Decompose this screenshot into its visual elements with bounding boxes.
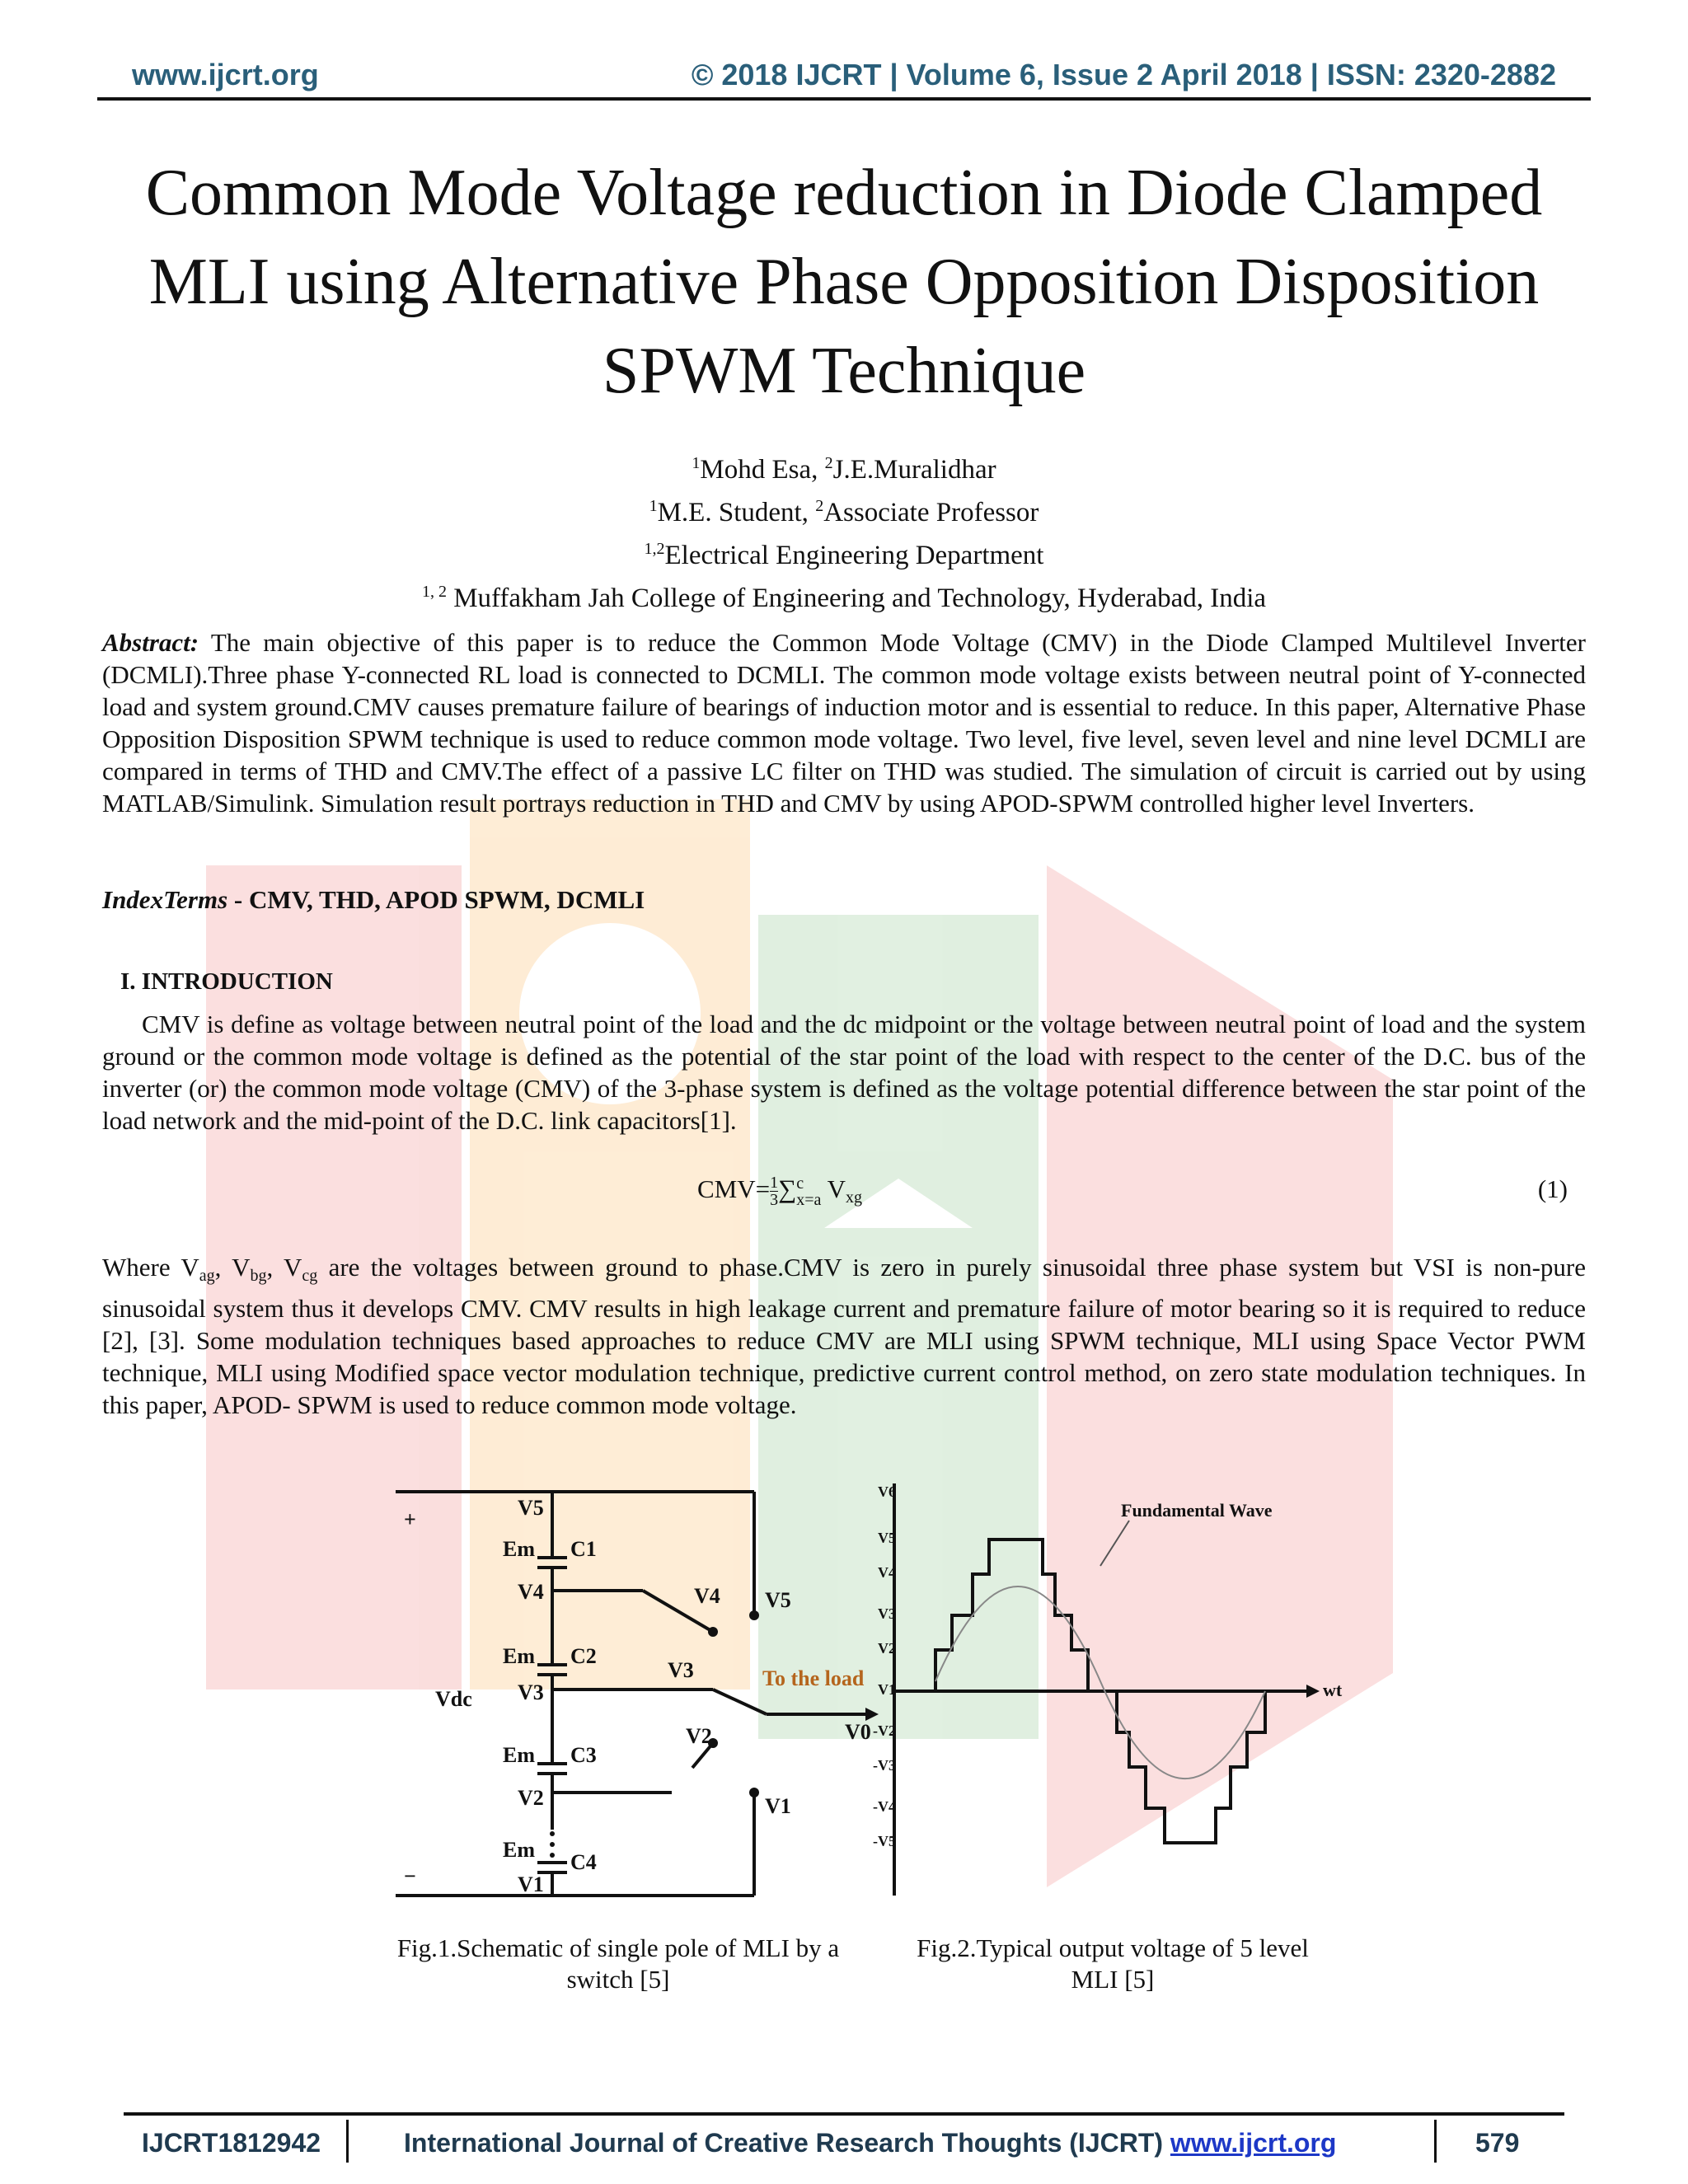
svg-text:V1: V1 — [518, 1872, 544, 1896]
author-names: $^1$Mohd Esa, $^2$J.E.Muralidhar — [692, 454, 996, 485]
page-header — [97, 58, 1591, 99]
section-heading-introduction: I. INTRODUCTION — [120, 968, 333, 995]
svg-text:V1: V1 — [765, 1794, 791, 1818]
intro-paragraph: CMV is define as voltage between neutral point of the load and the dc midpoint or the voltage between neutral point of load and the system ground or the common mode voltage is defined as the potential of the star point of the load with respect to the center of the D.C. bus of the inverter (or) the common mode voltage (CMV) of the 3-phase system is defined as the voltage potential difference between the star point of the load network and the mid-point of the D.C. link capacitors[1]. — [102, 1010, 1586, 1135]
svg-text:Em: Em — [503, 1644, 535, 1668]
author-roles: $^1$M.E. Student, $^2$Associate Professor — [649, 497, 1039, 527]
figure-1-caption: Fig.1.Schematic of single pole of MLI by a switch [5] — [396, 1933, 840, 1994]
to-the-load-label: To the load — [762, 1666, 865, 1690]
svg-text:Em: Em — [503, 1537, 535, 1561]
abstract — [102, 626, 1586, 819]
svg-text:Em: Em — [503, 1838, 535, 1862]
footer-paper-id: IJCRT1812942 — [142, 2128, 321, 2158]
plus-sign: + — [404, 1507, 416, 1531]
author-department: $^{1,2}$Electrical Engineering Department — [644, 540, 1044, 570]
svg-text:-V5: -V5 — [873, 1833, 896, 1849]
svg-text:C4: C4 — [570, 1850, 597, 1874]
page-footer — [124, 2120, 1564, 2163]
svg-text:V3: V3 — [518, 1680, 544, 1704]
svg-text:wt: wt — [1323, 1680, 1343, 1700]
svg-text:V4: V4 — [878, 1564, 896, 1581]
svg-text:V3: V3 — [668, 1658, 694, 1682]
svg-text:Em: Em — [503, 1743, 535, 1767]
where-paragraph: Where $V_{ag}$, $V_{bg}$, $V_{cg}$ are the voltages between ground to phase.CMV is zero in purely sinusoidal three phase system but VSI is non-pure sinusoidal system thus it develops CMV. CMV results in high leakage current and premature failure of motor bearing so it is required to reduce [2], [3]. Some modulation techniques based approaches to reduce CMV are MLI using SPWM technique, MLI using Space Vector PWM technique, MLI using Modified space vector modulation technique, predictive current control method, on zero state modulation techniques. In this paper, APOD- SPWM is used to reduce common mode voltage. — [102, 1253, 1586, 1419]
svg-text:-V4: -V4 — [873, 1798, 896, 1815]
abstract-text: The main objective of this paper is to reduce the Common Mode Voltage (CMV) in the Diode Clamped Multilevel Inverter (DCMLI).Three phase Y-connected RL load is connected to DCMLI. The common mode voltage exists between neutral point of Y-connected load and system ground.CMV causes premature failure of bearings of induction motor and is essential to reduce. In this paper, Alternative Phase Opposition Disposition SPWM technique is used to reduce common mode voltage. Two level, five level, seven level and nine level DCMLI are compared in terms of THD and CMV.The effect of a passive LC filter on THD was studied. The simulation of circuit is carried out by using MATLAB/Simulink. Simulation result portrays reduction in THD and CMV by using APOD-SPWM controlled higher level Inverters. — [102, 628, 1586, 818]
svg-text:V0: V0 — [845, 1720, 871, 1744]
svg-text:V2: V2 — [878, 1640, 896, 1657]
svg-text:-V2: -V2 — [873, 1722, 896, 1739]
svg-text:V2: V2 — [518, 1786, 544, 1810]
index-terms-text: - CMV, THD, APOD SPWM, DCMLI — [227, 885, 645, 914]
vdc-label: Vdc — [435, 1687, 472, 1711]
figure-2-waveform — [873, 1475, 1343, 1904]
svg-text:-V3: -V3 — [873, 1757, 896, 1774]
minus-sign: − — [404, 1864, 416, 1888]
index-terms — [102, 883, 1586, 916]
footer-rule — [124, 2112, 1564, 2116]
svg-text:V5: V5 — [518, 1496, 544, 1520]
footer-divider — [1434, 2120, 1437, 2163]
header-rule — [97, 97, 1591, 101]
svg-text:C2: C2 — [570, 1644, 597, 1668]
svg-text:V4: V4 — [518, 1580, 544, 1604]
svg-text:C1: C1 — [570, 1537, 597, 1561]
footer-journal: International Journal of Creative Research Thoughts (IJCRT) www.ijcrt.org — [404, 2128, 1337, 2158]
author-block — [0, 445, 1688, 616]
equation-body: CMV= $\frac{1}{3}$ ∑ c x=a $V_{xg}$ — [697, 1174, 862, 1210]
header-site[interactable]: www.ijcrt.org — [132, 58, 319, 91]
equation-1 — [0, 1174, 1688, 1216]
svg-text:C3: C3 — [570, 1743, 597, 1767]
figure-1-schematic — [379, 1467, 890, 1912]
author-institution: $^{1, 2}$ Muffakham Jah College of Engineering and Technology, Hyderabad, India — [421, 583, 1267, 613]
equation-number: (1) — [1537, 1174, 1568, 1203]
figure-2-caption: Fig.2.Typical output voltage of 5 level MLI [5] — [917, 1933, 1309, 1994]
footer-link[interactable]: www.ijcrt.org — [1170, 2128, 1337, 2158]
index-terms-label: IndexTerms — [102, 885, 228, 914]
svg-text:V6: V6 — [878, 1483, 896, 1500]
header-issue: © 2018 IJCRT | Volume 6, Issue 2 April 2018 | ISSN: 2320-2882 — [691, 58, 1556, 91]
paper-title: Common Mode Voltage reduction in Diode Clamped MLI using Alternative Phase Opposition Disposition SPWM Technique — [145, 157, 1543, 407]
abstract-label: Abstract: — [102, 628, 199, 657]
svg-text:V4: V4 — [694, 1584, 720, 1608]
svg-text:V3: V3 — [878, 1605, 896, 1622]
svg-text:V1: V1 — [878, 1681, 896, 1698]
svg-text:V5: V5 — [765, 1588, 791, 1612]
fundamental-wave-label: Fundamental Wave — [1121, 1500, 1273, 1521]
page-number: 579 — [1475, 2128, 1520, 2158]
svg-text:V2: V2 — [686, 1724, 712, 1748]
svg-text:V5: V5 — [878, 1530, 896, 1546]
footer-divider — [346, 2120, 349, 2163]
